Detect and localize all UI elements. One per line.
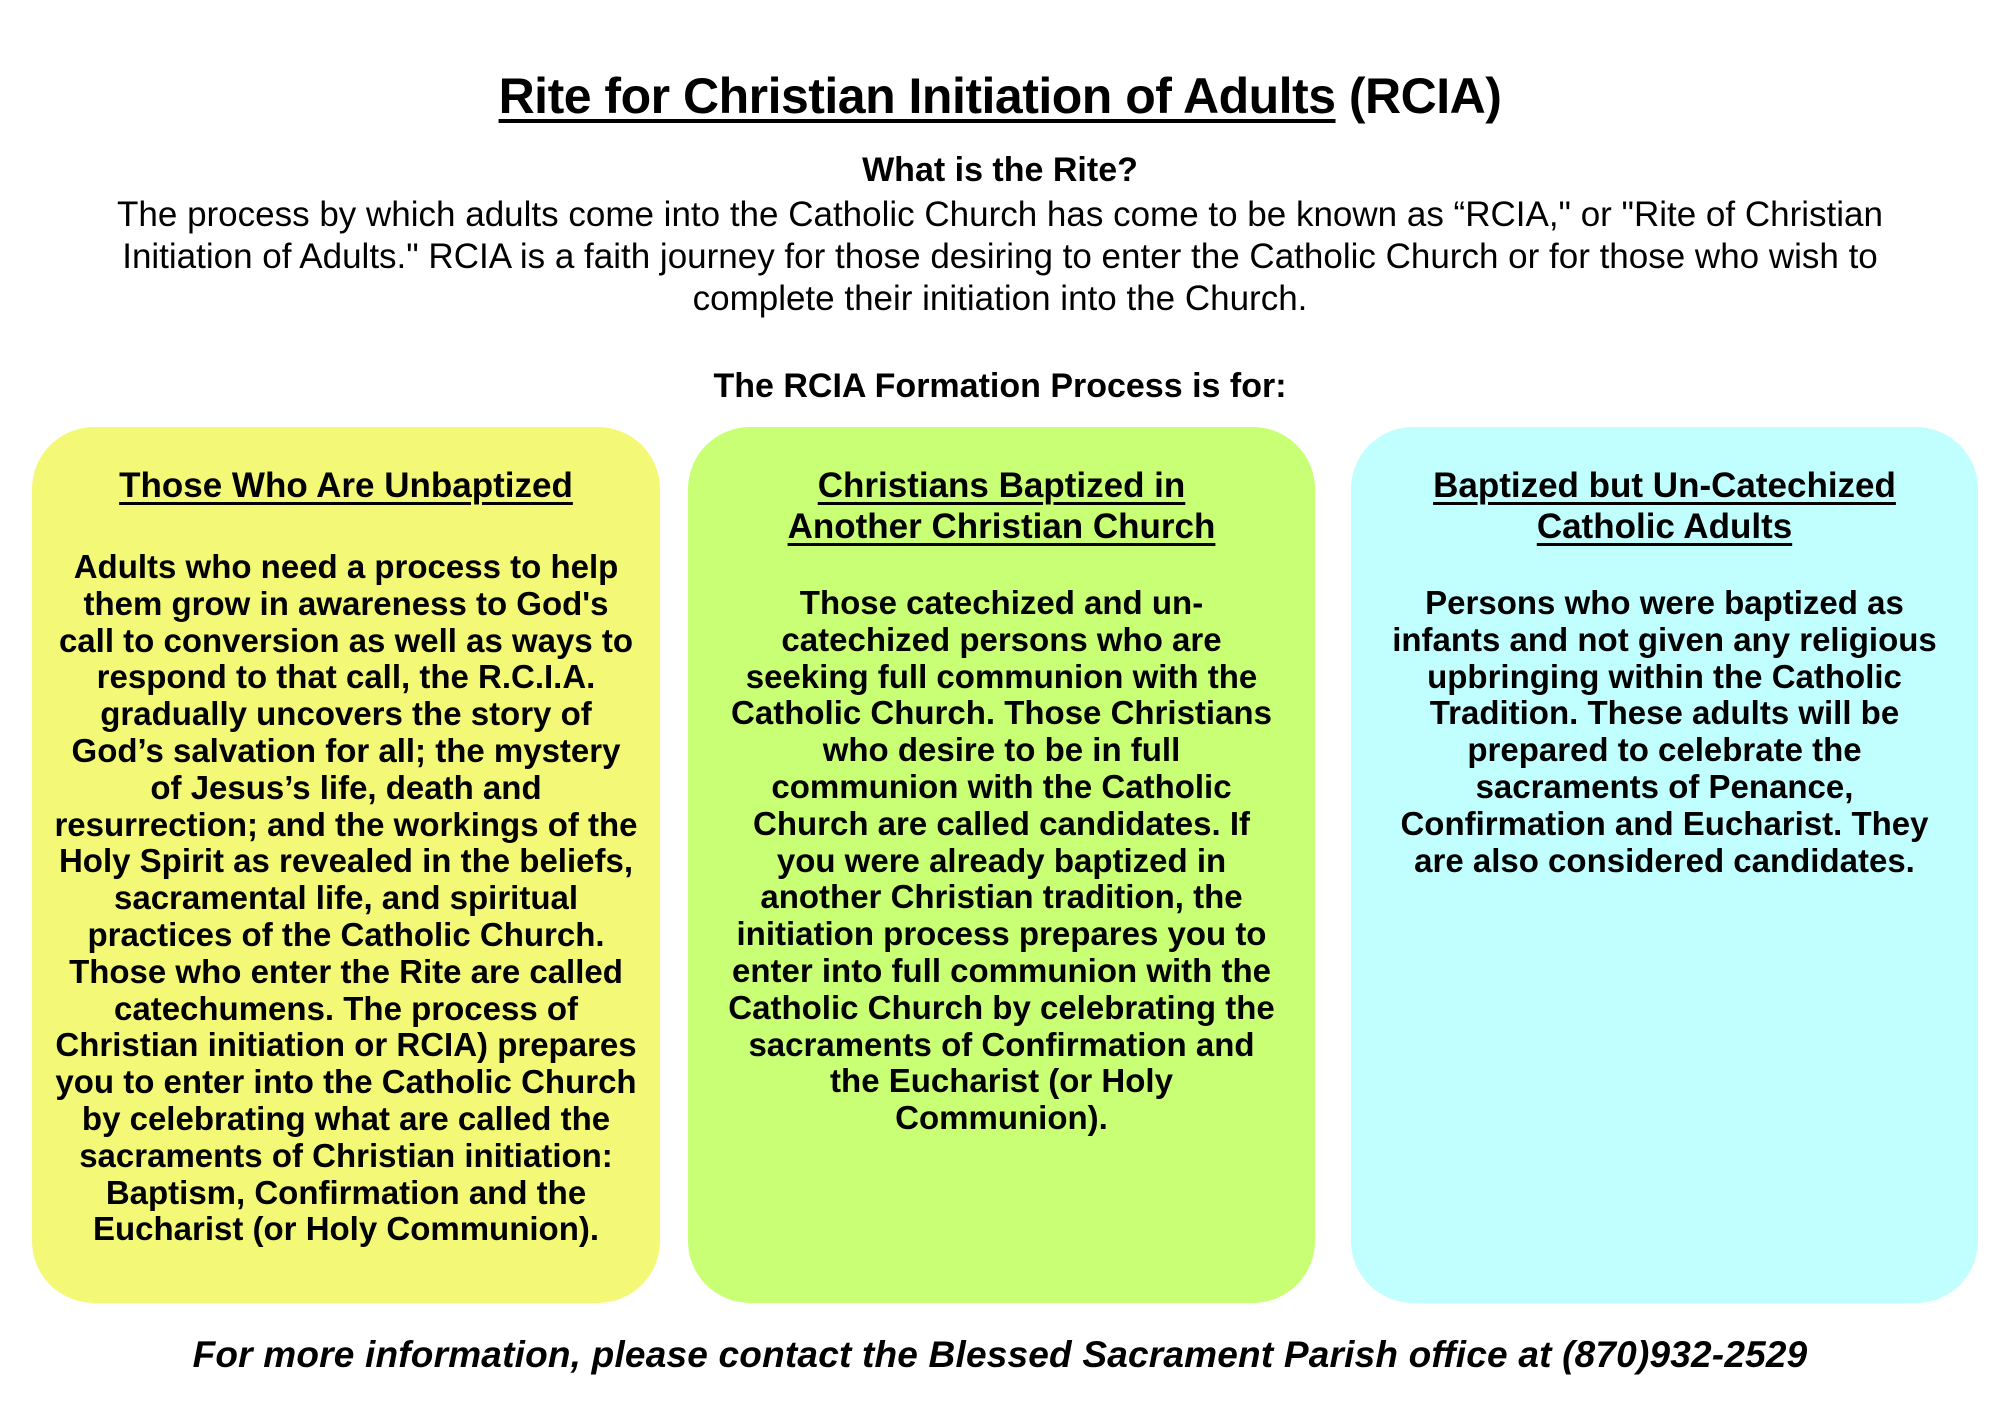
panel-unbaptized (32, 427, 660, 1303)
panel-baptized-other-church-body: Those catechized and un-catechized persons who are seeking full communion with the Catholic Church. Those Christians who desire to be in full communion with the Catholic Church are called candidates. If you were already baptized in another Christian tradition, the initiation process prepares you to enter into full communion with the Catholic Church by celebrating the sacraments of Confirmation and the Eucharist (or Holy Communion). (728, 584, 1275, 1137)
rite-description: The process by which adults come into the Catholic Church has come to be known as “RCIA," or "Rite of Christian Initiation of Adults." RCIA is a faith journey for those desiring to enter the Catholic Church or for those who wish to complete their initiation into the Church. (117, 195, 1883, 318)
page-title (0, 64, 2000, 128)
page-title-main: Rite for Christian Initiation of Adults (498, 67, 1336, 124)
panel-baptized-other-church (688, 427, 1315, 1303)
panel-uncatechized-catholics-heading: Baptized but Un-Catechized Catholic Adults (1433, 466, 1896, 546)
contact-footer: For more information, please contact the Blessed Sacrament Parish office at (870)932-2529 (192, 1334, 1808, 1375)
what-is-the-rite-heading: What is the Rite? (862, 151, 1138, 189)
formation-process-heading: The RCIA Formation Process is for: (713, 367, 1287, 405)
panel-unbaptized-heading: Those Who Are Unbaptized (119, 466, 573, 505)
panel-uncatechized-catholics (1351, 427, 1978, 1303)
panel-baptized-other-church-heading: Christians Baptized in Another Christian Church (787, 466, 1216, 546)
panel-uncatechized-catholics-body: Persons who were baptized as infants and not given any religious upbringing within the Catholic Tradition. These adults will be prepared to celebrate the sacraments of Penance, Confirmation and Eucharist. They are also considered candidates. (1392, 584, 1937, 879)
page-title-acronym: (RCIA) (1335, 67, 1502, 124)
panel-unbaptized-body: Adults who need a process to help them grow in awareness to God's call to conversion as well as ways to respond to that call, the R.C.I.A. gradually uncovers the story of God’s salvation for all; the mystery of Jesus’s life, death and resurrection; and the workings of the Holy Spirit as revealed in the beliefs, sacramental life, and spiritual practices of the Catholic Church. Those who enter the Rite are called catechumens. The process of Christian initiation or RCIA) prepares you to enter into the Catholic Church by celebrating what are called the sacraments of Christian initiation: Baptism, Confirmation and the Eucharist (or Holy Communion). (54, 548, 638, 1248)
